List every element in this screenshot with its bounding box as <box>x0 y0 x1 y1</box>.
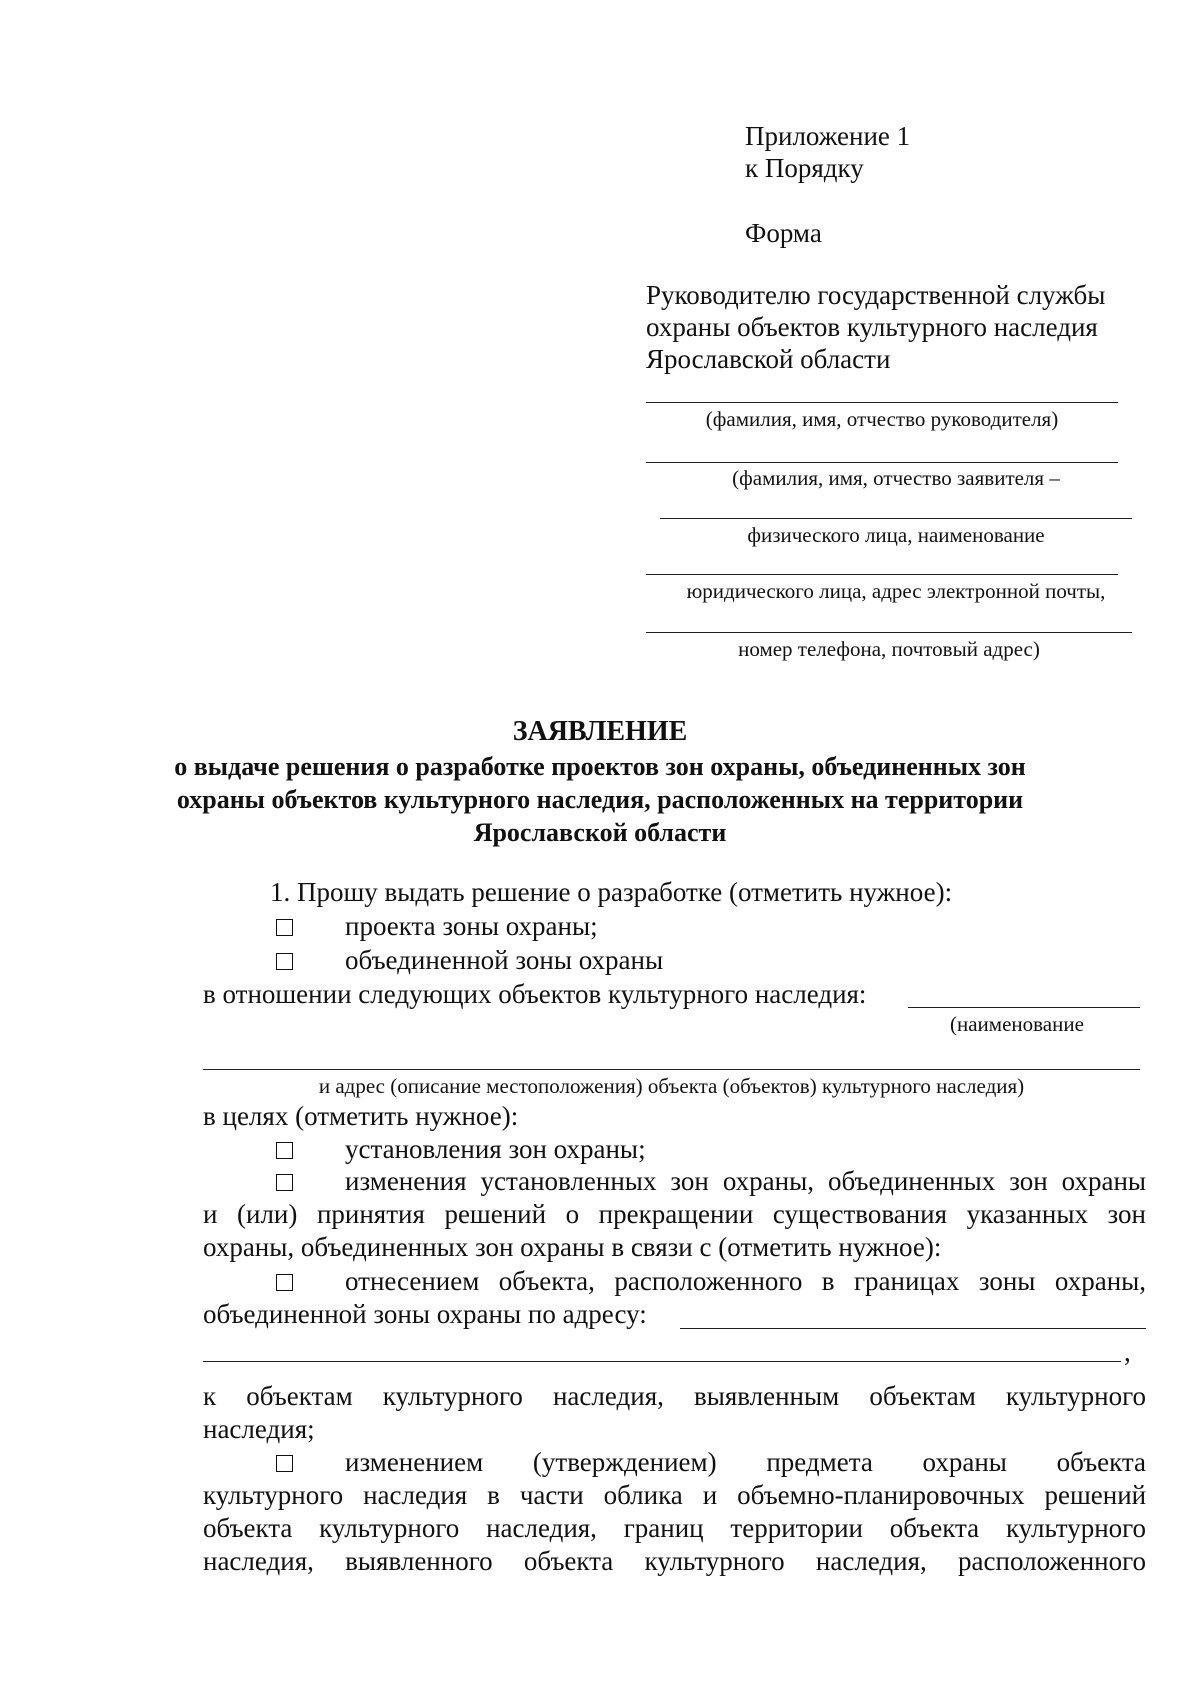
objects-name-field[interactable] <box>908 1007 1140 1008</box>
document-title: ЗАЯВЛЕНИЕ <box>512 716 688 747</box>
reclass-address-field-2[interactable] <box>203 1361 1121 1362</box>
option-subject-line-3: объекта культурного наследия, границ территории объекта культурного <box>203 1513 1147 1543</box>
option-united-zone: объединенной зоны охраны <box>345 945 664 975</box>
applicant-hint-4: номер телефона, почтовый адрес) <box>738 637 1040 661</box>
reclass-address-field-1[interactable] <box>680 1328 1146 1329</box>
addressee-line-2: охраны объектов культурного наследия <box>646 312 1098 342</box>
option-change-line-2: и (или) принятия решений о прекращении существования указанных зон <box>203 1199 1147 1229</box>
option-subject-line-4: наследия, выявленного объекта культурного наследия, расположенного <box>203 1546 1146 1576</box>
option-subject-line-2: культурного наследия в части облика и объемно-планировочных решений <box>203 1480 1147 1510</box>
option-change-line-1: изменения установленных зон охраны, объединенных зон охраны <box>345 1166 1147 1196</box>
option-reclass-line-2: объединенной зоны охраны по адресу: <box>203 1299 647 1329</box>
option-project-zone: проекта зоны охраны; <box>345 911 598 941</box>
checkbox-project-zone[interactable] <box>276 919 293 936</box>
checkbox-subject-change[interactable] <box>276 1455 293 1472</box>
document-subtitle-1: о выдаче решения о разработке проектов зон охраны, объединенных зон <box>174 752 1026 781</box>
checkbox-reclassification[interactable] <box>276 1274 293 1291</box>
appendix-order-ref: к Порядку <box>745 153 864 183</box>
document-subtitle-3: Ярославской области <box>473 818 727 847</box>
option-change-line-3: охраны, объединенных зон охраны в связи с (отметить нужное): <box>203 1232 942 1262</box>
addressee-line-3: Ярославской области <box>646 344 891 374</box>
checkbox-establish[interactable] <box>276 1142 293 1159</box>
applicant-line-1[interactable] <box>646 462 1118 463</box>
applicant-line-3[interactable] <box>646 574 1118 575</box>
option-reclass-line-1: отнесением объекта, расположенного в границах зоны охраны, <box>345 1266 1147 1296</box>
applicant-line-4[interactable] <box>646 632 1132 633</box>
purpose-label: в целях (отметить нужное): <box>203 1101 519 1131</box>
head-name-line[interactable] <box>646 402 1118 403</box>
checkbox-change-zones[interactable] <box>276 1174 293 1191</box>
paragraph-1: 1. Прошу выдать решение о разработке (отметить нужное): <box>270 877 953 907</box>
applicant-hint-2: физического лица, наименование <box>747 523 1045 547</box>
appendix-number: Приложение 1 <box>745 121 911 151</box>
applicant-hint-3: юридического лица, адрес электронной почты, <box>686 579 1106 603</box>
heritage-line-2: наследия; <box>203 1414 315 1444</box>
heritage-line-1: к объектам культурного наследия, выявленным объектам культурного <box>203 1381 1147 1411</box>
option-subject-line-1: изменением (утверждением) предмета охраны объекта <box>345 1447 1147 1477</box>
option-establish: установления зон охраны; <box>345 1134 646 1164</box>
objects-name-hint: (наименование <box>950 1012 1084 1036</box>
applicant-line-2[interactable] <box>660 518 1132 519</box>
document-subtitle-2: охраны объектов культурного наследия, расположенных на территории <box>176 785 1024 814</box>
objects-label: в отношении следующих объектов культурного наследия: <box>203 979 867 1009</box>
objects-address-hint: и адрес (описание местоположения) объекта (объектов) культурного наследия) <box>318 1074 1025 1098</box>
form-label: Форма <box>745 218 822 248</box>
reclass-comma: , <box>1124 1337 1131 1367</box>
checkbox-united-zone[interactable] <box>276 953 293 970</box>
head-name-hint: (фамилия, имя, отчество руководителя) <box>705 407 1059 431</box>
objects-address-field[interactable] <box>203 1069 1140 1070</box>
applicant-hint-1: (фамилия, имя, отчество заявителя – <box>732 466 1060 490</box>
addressee-line-1: Руководителю государственной службы <box>646 280 1106 310</box>
